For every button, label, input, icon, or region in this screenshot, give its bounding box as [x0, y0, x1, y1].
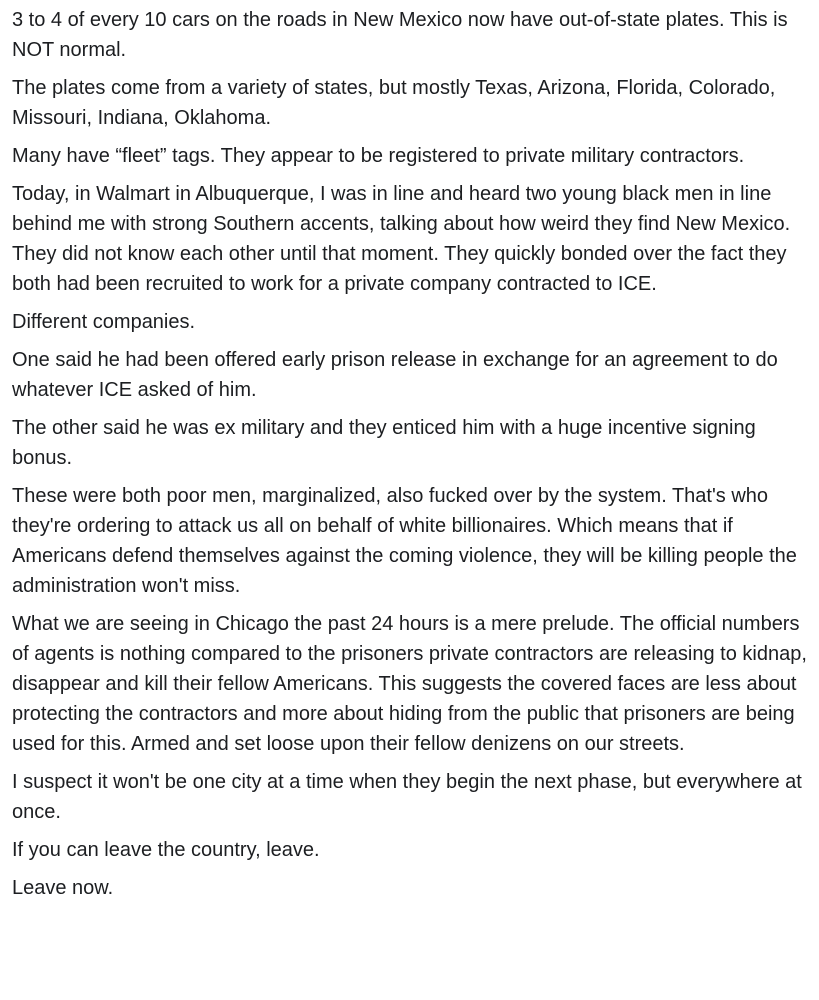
paragraph-out-of-state-plates: 3 to 4 of every 10 cars on the roads in New Mexico now have out-of-state plates. This is NOT normal. — [12, 9, 788, 61]
paragraph-prison-release: One said he had been offered early prison release in exchange for an agreement to do whatever ICE asked of him. — [12, 349, 778, 401]
paragraph-different-companies: Different companies. — [12, 311, 196, 333]
paragraph-leave-now: Leave now. — [12, 877, 114, 899]
paragraph-poor-men: These were both poor men, marginalized, also fucked over by the system. That's who they're ordering to attack us all on behalf of white billionaires. Which means that if Americans defend themselves against the coming violence, they will be killing people the administration won't miss. — [12, 485, 797, 597]
paragraph-plate-states: The plates come from a variety of states, but mostly Texas, Arizona, Florida, Colorado, Missouri, Indiana, Oklahoma. — [12, 77, 776, 129]
paragraph-next-phase: I suspect it won't be one city at a time when they begin the next phase, but everywhere at once. — [12, 771, 802, 823]
paragraph-leave-country: If you can leave the country, leave. — [12, 839, 320, 861]
paragraph-walmart-story: Today, in Walmart in Albuquerque, I was in line and heard two young black men in line behind me with strong Southern accents, talking about how weird they find New Mexico. They did not know each other until that moment. They quickly bonded over the fact they both had been recruited to work for a private company contracted to ICE. — [12, 183, 791, 295]
paragraph-chicago: What we are seeing in Chicago the past 24 hours is a mere prelude. The official numbers of agents is nothing compared to the prisoners private contractors are releasing to kidnap, disappear and kill their fellow Americans. This suggests the covered faces are less about protecting the contractors and more about hiding from the public that prisoners are being used for this. Armed and set loose upon their fellow denizens on our streets. — [12, 613, 807, 755]
paragraph-ex-military: The other said he was ex military and they enticed him with a huge incentive signing bonus. — [12, 417, 756, 469]
paragraph-fleet-tags: Many have “fleet” tags. They appear to be registered to private military contractors. — [12, 145, 745, 167]
